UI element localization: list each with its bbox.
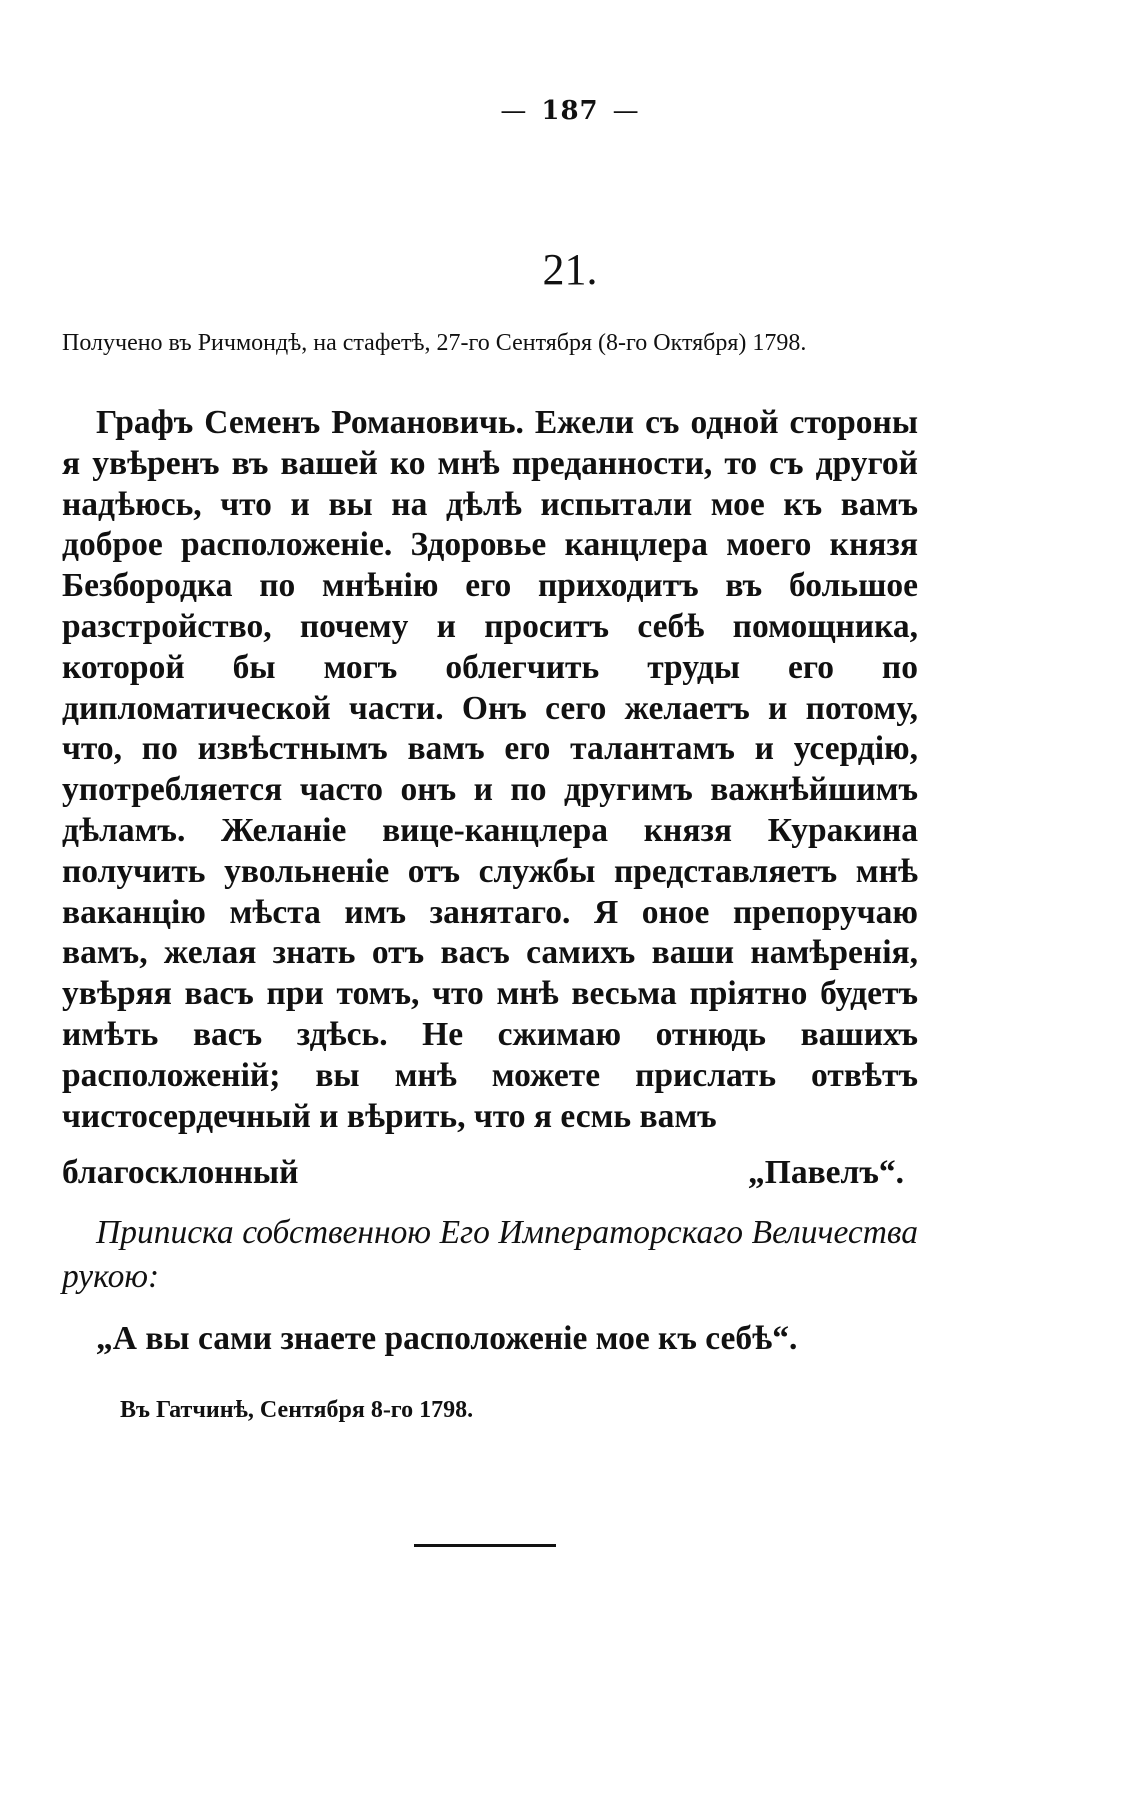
page-number-header (0, 96, 1140, 126)
postscript-text: „А вы сами знаете расположеніе мое къ себѣ“. (96, 1320, 798, 1357)
received-note: Получено въ Ричмондѣ, на стафетѣ, 27-го Сентября (8-го Октября) 1798. (62, 330, 807, 356)
letter-closing: благосклонный (62, 1154, 299, 1191)
page-number-dash-right: — (612, 96, 640, 126)
page-number-dash-left: — (500, 96, 528, 126)
postscript-label: Приписка собственною Его Императорскаго Величества рукою: (62, 1214, 918, 1295)
place-date: Въ Гатчинѣ, Сентября 8-го 1798. (120, 1397, 474, 1423)
letter-signature: „Павелъ“. (748, 1154, 904, 1191)
letter-body: Графъ Семенъ Романовичь. Ежели съ одной стороны я увѣренъ въ вашей ко мнѣ преданности, то съ другой надѣюсь, что и вы на дѣлѣ испытали мое къ вамъ доброе расположеніе. Здоровье канцлера моего князя Безбородка по мнѣнію его приходитъ въ большое разстройство, почему и проситъ себѣ помощника, которой бы могъ облегчить труды его по дипломатической части. Онъ сего желаетъ и потому, что, по извѣстнымъ вамъ его талантамъ и усердію, употребляется часто онъ и по другимъ важнѣйшимъ дѣламъ. Желаніе вице-канцлера князя Куракина получить увольненіе отъ службы представляетъ мнѣ ваканцію мѣста имъ занятаго. Я оное препоручаю вамъ, желая знать отъ васъ самихъ ваши намѣренія, увѣряя васъ при томъ, что мнѣ весьма пріятно будетъ имѣть васъ здѣсь. Не сжимаю отнюдь вашихъ расположеній; вы мнѣ можете прислать отвѣтъ чистосердечный и вѣрить, что я есмь вамъ (62, 404, 918, 1135)
page-number: 187 (541, 96, 599, 126)
section-divider (414, 1544, 556, 1547)
signature-line (62, 1153, 918, 1193)
document-number: 21. (542, 245, 598, 294)
